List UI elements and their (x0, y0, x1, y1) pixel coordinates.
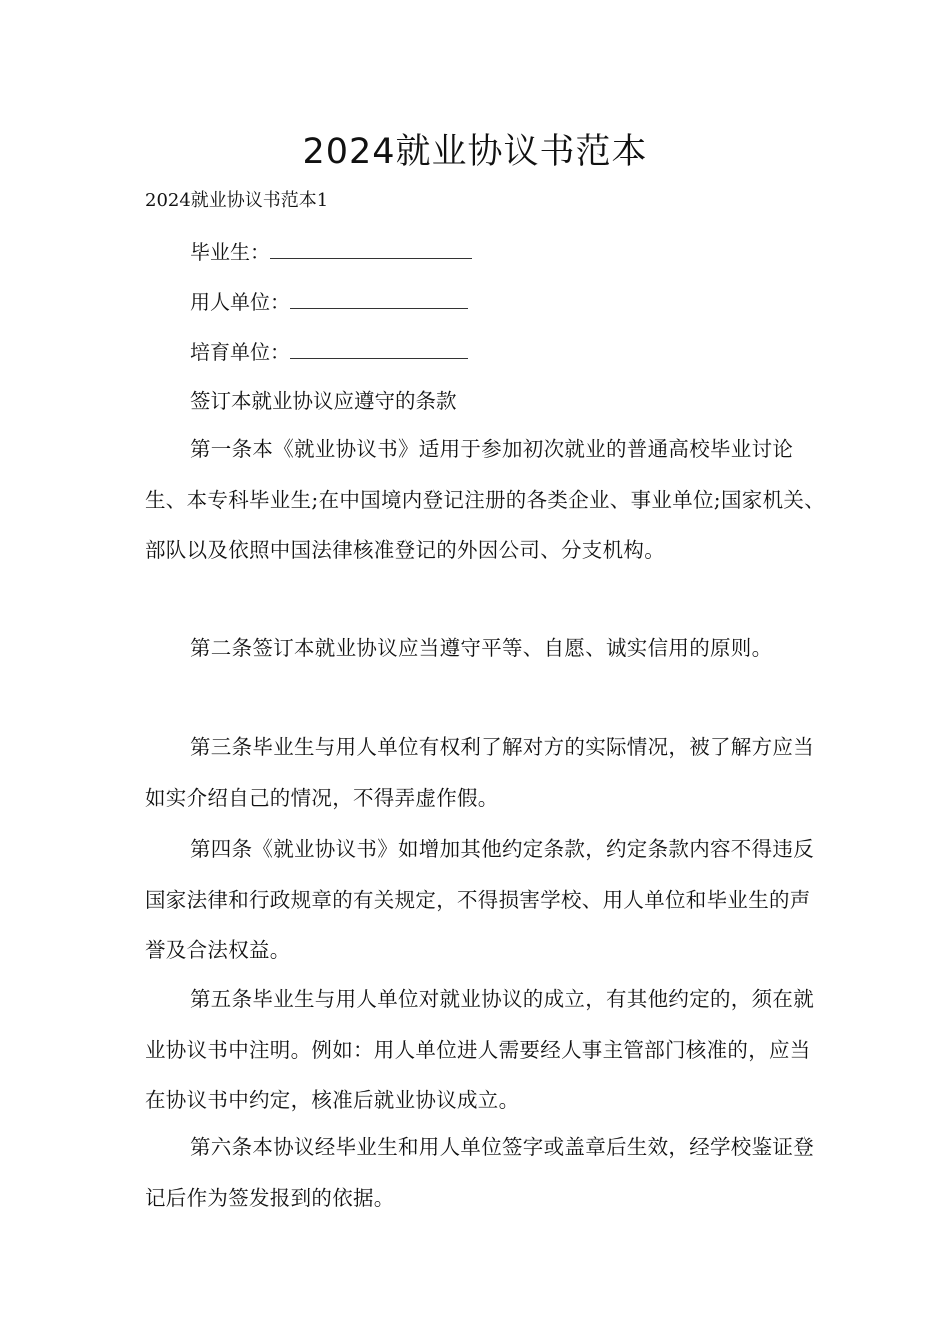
section-heading: 签订本就业协议应遵守的条款 (190, 389, 457, 413)
article-5: 第五条毕业生与用人单位对就业协议的成立，有其他约定的，须在就业协议书中注明。例如：用人单位进人需要经人事主管部门核准的，应当在协议书中约定，核准后就业协议成立。 (145, 987, 814, 1112)
graduate-label: 毕业生： (190, 240, 270, 264)
article-3: 第三条毕业生与用人单位有权利了解对方的实际情况，被了解方应当如实介绍自己的情况，不得弄虚作假。 (145, 735, 814, 810)
training-unit-field (190, 336, 468, 367)
graduate-field (190, 236, 472, 267)
article-6: 第六条本协议经毕业生和用人单位签字或盖章后生效，经学校鉴证登记后作为签发报到的依据。 (145, 1135, 814, 1210)
document-subtitle: 2024就业协议书范本1 (145, 190, 329, 211)
article-1: 第一条本《就业协议书》适用于参加初次就业的普通高校毕业讨论生、本专科毕业生;在中国境内登记注册的各类企业、事业单位;国家机关、部队以及依照中国法律核准登记的外因公司、分支机构。 (145, 437, 826, 562)
employer-field (190, 286, 468, 317)
graduate-blank-line (270, 236, 472, 259)
training-unit-blank-line (290, 336, 468, 359)
employer-blank-line (290, 286, 468, 309)
employer-label: 用人单位： (190, 290, 290, 314)
article-4: 第四条《就业协议书》如增加其他约定条款，约定条款内容不得违反国家法律和行政规章的有关规定，不得损害学校、用人单位和毕业生的声誉及合法权益。 (145, 837, 814, 962)
article-2: 第二条签订本就业协议应当遵守平等、自愿、诚实信用的原则。 (190, 636, 773, 660)
training-unit-label: 培育单位： (190, 340, 290, 364)
document-title: 2024就业协议书范本 (302, 132, 648, 172)
